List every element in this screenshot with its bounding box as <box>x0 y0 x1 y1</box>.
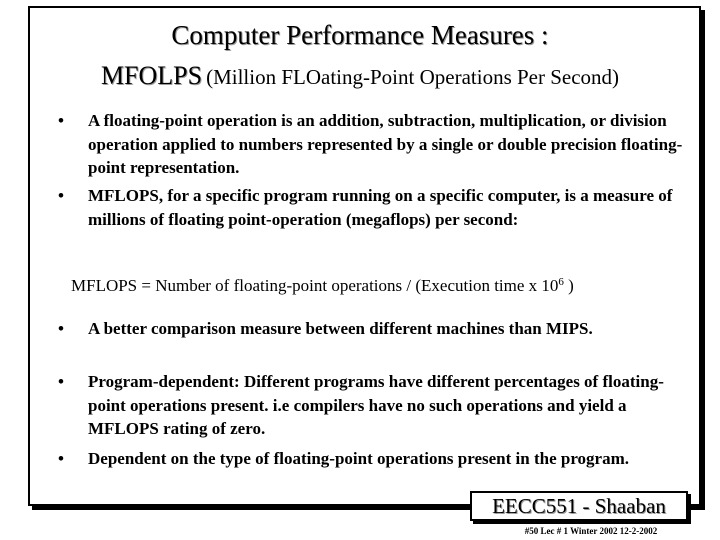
course-badge-label: EECC551 - Shaaban <box>492 494 666 518</box>
bullet-text: A better comparison measure between different machines than MIPS. <box>88 319 593 338</box>
bullet-text: MFLOPS, for a specific program running on a specific computer, is a measure of millions of floating point-operation (megaflops) per second: <box>88 186 673 229</box>
slide-footer: #50 Lec # 1 Winter 2002 12-2-2002 <box>524 526 658 536</box>
formula-text: MFLOPS = Number of floating-point operations / (Execution time x 10 <box>71 276 559 295</box>
formula-closing: ) <box>563 276 574 295</box>
bullet-item-1 <box>58 109 688 180</box>
bullet-text: Program-dependent: Different programs have different percentages of floating-point operations present. i.e compilers have no such operations and yield a MFLOPS rating of zero. <box>88 372 664 438</box>
bullet-marker: • <box>58 449 64 468</box>
slide-subtitle <box>0 60 720 96</box>
slide-title: Computer Performance Measures : <box>171 20 549 50</box>
bullet-item-5 <box>58 447 688 471</box>
course-badge <box>470 491 688 521</box>
bullet-marker: • <box>58 186 64 205</box>
bullet-marker: • <box>58 111 64 130</box>
subtitle-expansion: (Million FLOating-Point Operations Per Second) <box>206 65 620 89</box>
subtitle-acronym: MFOLPS <box>100 61 203 90</box>
bullet-item-3 <box>58 317 688 341</box>
mflops-formula <box>71 275 574 297</box>
bullet-text: A floating-point operation is an addition, subtraction, multiplication, or division operation applied to numbers represented by a single or double precision floating-point representation. <box>88 111 683 177</box>
bullet-item-4 <box>58 370 688 441</box>
formula-exponent: 6 <box>558 276 564 288</box>
bullet-text: Dependent on the type of floating-point operations present in the program. <box>88 449 630 468</box>
bullet-marker: • <box>58 372 64 391</box>
bullet-item-2 <box>58 184 688 231</box>
bullet-marker: • <box>58 319 64 338</box>
